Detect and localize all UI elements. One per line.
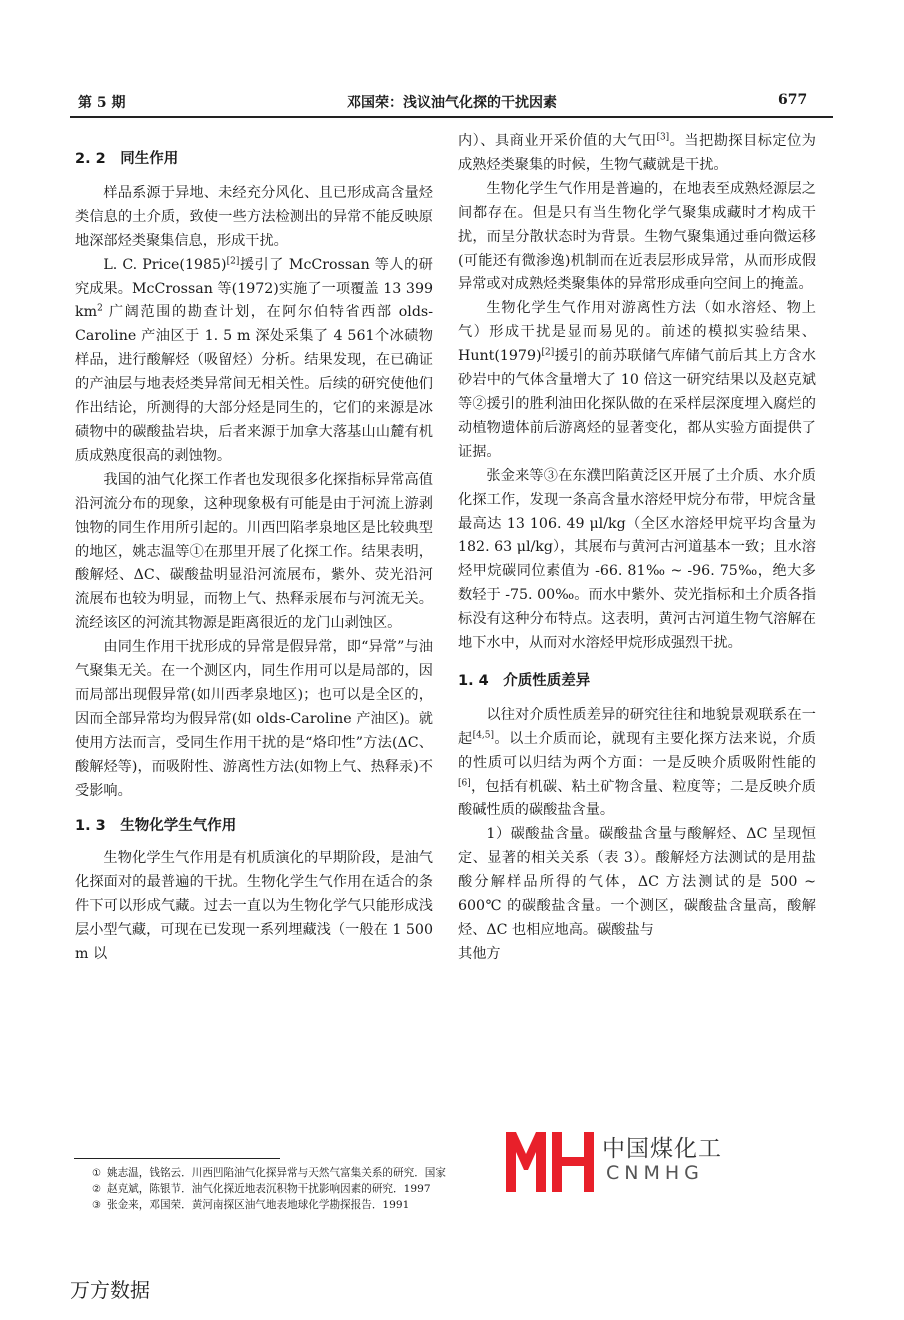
paragraph: 内）、具商业开采价值的大气田[3]。当把勘探目标定位为成熟烃类聚集的时候，生物气藏就是干扰。: [458, 132, 816, 173]
paragraph: 1）碳酸盐含量。碳酸盐含量与酸解烃、ΔC 呈现恒定、显著的相关关系（表 3）。酸解烃方法测试的是用盐酸分解样品所得的气体，ΔC 方法测试的是 500 ~ 600℃ 的碳酸盐含量。一个测区，碳酸盐含量高，酸解烃、ΔC 也相应地高。碳酸盐与: [458, 826, 816, 938]
section-1-3-heading: 1. 3 生物化学生气作用: [75, 818, 237, 835]
paragraph: 生物化学生气作用对游离性方法（如水溶烃、物上气）形成干扰是显而易见的。前述的模拟实验结果、Hunt(1979)[2]援引的前苏联储气库储气前后其上方含水砂岩中的气体含量增大了 10 倍这一研究结果以及赵克斌等②援引的胜利油田化探队做的在采样层深度埋入腐烂的动植物遗体前后游离烃的显著变化，都从实验方面提供了证据。: [458, 300, 816, 460]
footnote: ③ 张金来，邓国荣．黄河南探区油气地表地球化学勘探报告．1991: [92, 1198, 410, 1211]
footnotes: [92, 1166, 502, 1213]
paragraph: 我国的油气化探工作者也发现很多化探指标异常高值沿河流分布的现象，这种现象极有可能是由于河流上游剥蚀物的同生作用所引起的。川西凹陷孝泉地区是比较典型的地区，姚志温等①在那里开展了化探工作。结果表明，酸解烃、ΔC、碳酸盐明显沿河流展布，紫外、荧光沿河流展布也较为明显，而物上气、热释汞展布与河流无关。流经该区的河流其物源是距离很近的龙门山剥蚀区。: [75, 471, 433, 632]
superscript: 2: [97, 303, 103, 314]
watermark-text-cn: 中国煤化工: [602, 1136, 722, 1162]
paragraph: 生物化学生气作用是普遍的，在地表至成熟烃源层之间都存在。但是只有当生物化学气聚集成藏时才构成干扰，而呈分散状态时为背景。生物气聚集通过垂向微运移(可能还有微渗逸)机制而在近表层形成异常，从而形成假异常或对成熟烃类聚集体的异常形成垂向空间上的掩盖。: [458, 180, 816, 293]
watermark-logo: [498, 1126, 738, 1198]
citation: [3]: [656, 132, 670, 143]
section-2-2-heading: 2. 2 同生作用: [75, 151, 179, 167]
watermark-text-en: CNMHG: [606, 1162, 704, 1184]
footnote: ② 赵克斌，陈银节．油气化探近地表沉积物干扰影响因素的研究．1997: [92, 1182, 431, 1195]
citation: [2]: [226, 255, 240, 266]
paragraph: 生物化学生气作用是有机质演化的早期阶段，是油气化探面对的最普遍的干扰。生物化学生气作用在适合的条件下可以形成气藏。过去一直以为生物化学气只能形成浅层小型气藏，可现在已发现一系列埋藏浅（一般在 1 500 m 以: [75, 850, 433, 962]
paragraph: L. C. Price(1985)[2]援引了 McCrossan 等人的研究成果。McCrossan 等(1972)实施了一项覆盖 13 399 $km^2$ 广阔范围的勘查计划，在阿尔伯特省西部 olds-Caroline 产油区于 1. 5 m 深处采集了 4 561个冰碛物样品，进行酸解烃（吸留烃）分析。结果发现，在已确证的产油层与地表烃类异常间无相关性。后续的研究使他们作出结论，所测得的大部分烃是同生的，它们的来源是冰碛物中的碳酸盐岩块，后者来源于加拿大落基山山麓有机质成熟度很高的剥蚀物。: [75, 255, 433, 464]
header-rule: [70, 116, 833, 118]
citation: [4,5]: [472, 730, 494, 741]
wanfang-data-label: 万方数据: [70, 1278, 150, 1302]
footnote-rule: [74, 1158, 280, 1159]
left-column: [75, 130, 433, 967]
running-title: 邓国荣：浅议油气化探的干扰因素: [347, 95, 557, 111]
paragraph: 样品系源于异地、未经充分风化、且已形成高含量烃类信息的土介质，致使一些方法检测出的异常不能反映原地深部烃类聚集信息，形成干扰。: [75, 184, 433, 249]
citation: [6]: [458, 777, 471, 788]
paragraph: 以往对介质性质差异的研究往往和地貌景观联系在一起[4,5]。以土介质而论，就现有主要化探方法来说，介质的性质可以归结为两个方面：一是反映介质吸附性能的[6]，包括有机碳、粘土矿物含量、粒度等；二是反映介质酸碱性质的碳酸盐含量。: [458, 706, 816, 819]
section-1-4-heading: 1. 4 介质性质差异: [458, 672, 591, 689]
journal-issue: 第 5 期: [78, 95, 126, 111]
citation: [2]: [541, 347, 555, 358]
mh-logo-icon: [502, 1128, 598, 1196]
right-column: [458, 130, 816, 967]
footnote: ① 姚志温，钱铭云．川西凹陷油气化探异常与天然气富集关系的研究．国家: [92, 1167, 446, 1179]
paragraph: 张金来等③在东濮凹陷黄泛区开展了土介质、水介质化探工作，发现一条高含量水溶烃甲烷分布带，甲烷含量最高达 13 106. 49 μl/kg（全区水溶烃甲烷平均含量为 182. 63 μl/kg），其展布与黄河古河道基本一致；且水溶烃甲烷碳同位素值为 -66. 81‰ ~ -96. 75‰，绝大多数轻于 -75. 00‰。而水中紫外、荧光指标和土介质各指标没有这种分布特点。这表明，黄河古河道生物气溶解在地下水中，从而对水溶烃甲烷形成强烈干扰。: [458, 467, 816, 652]
page-number: 677: [778, 92, 808, 108]
paragraph-tail: 其他方: [458, 945, 501, 962]
paragraph: 由同生作用干扰形成的异常是假异常，即“异常”与油气聚集无关。在一个测区内，同生作用可以是局部的，因而局部出现假异常(如川西孝泉地区)；也可以是全区的，因而全部异常均为假异常(如 olds-Caroline 产油区)。就使用方法而言，受同生作用干扰的是“烙印性”方法(ΔC、酸解烃等)，而吸附性、游离性方法(如物上气、热释汞)不受影响。: [75, 639, 433, 799]
